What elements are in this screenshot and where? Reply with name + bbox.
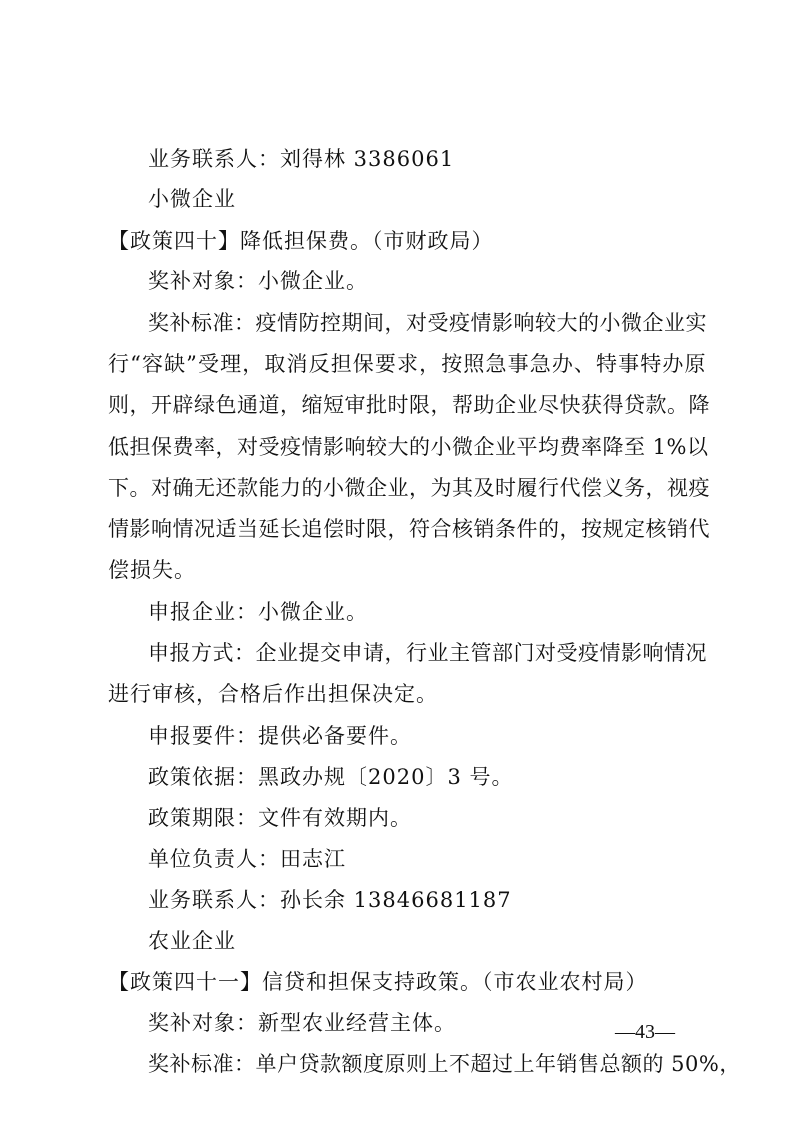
subsidy-target-40: 奖补对象：小微企业。 (148, 269, 368, 293)
contact-person-line-1: 业务联系人：刘得林 3386061 (148, 147, 455, 171)
application-method-40-line-2: 进行审核，合格后作出担保决定。 (108, 682, 438, 706)
subsidy-standard-40-line-1: 奖补标准：疫情防控期间，对受疫情影响较大的小微企业实 (148, 311, 707, 335)
subsidy-standard-40-line-4: 低担保费率，对受疫情影响较大的小微企业平均费率降至 1%以 (108, 435, 709, 459)
subsidy-standard-41-line-1: 奖补标准：单户贷款额度原则上不超过上年销售总额的 50%， (148, 1052, 741, 1076)
policy-40-title: 【政策四十】降低担保费。（市财政局） (108, 229, 494, 253)
subsidy-standard-40-line-7: 偿损失。 (108, 558, 196, 582)
section-heading-agricultural: 农业企业 (148, 929, 236, 953)
policy-41-title: 【政策四十一】信贷和担保支持政策。（市农业农村局） (108, 970, 648, 994)
policy-basis-40: 政策依据：黑政办规〔2020〕3 号。 (148, 765, 514, 789)
application-requirements-40: 申报要件：提供必备要件。 (148, 724, 412, 748)
subsidy-standard-40-line-2: 行“容缺”受理，取消反担保要求，按照急事急办、特事特办原 (108, 352, 706, 376)
subsidy-standard-40-line-6: 情影响情况适当延长追偿时限，符合核销条件的，按规定核销代 (108, 517, 710, 541)
policy-period-40: 政策期限：文件有效期内。 (148, 806, 412, 830)
subsidy-standard-40-line-3: 则，开辟绿色通道，缩短审批时限，帮助企业尽快获得贷款。降 (108, 393, 710, 417)
subsidy-target-41: 奖补对象：新型农业经营主体。 (148, 1011, 456, 1035)
unit-head-40: 单位负责人：田志江 (148, 847, 346, 871)
contact-person-40: 业务联系人：孙长余 13846681187 (148, 888, 512, 912)
page-number: —43— (615, 1021, 675, 1043)
application-method-40-line-1: 申报方式：企业提交申请，行业主管部门对受疫情影响情况 (148, 641, 707, 665)
subsidy-standard-40-line-5: 下。对确无还款能力的小微企业，为其及时履行代偿义务，视疫 (108, 476, 710, 500)
section-heading-small-micro: 小微企业 (148, 187, 236, 211)
applicant-enterprise-40: 申报企业：小微企业。 (148, 600, 368, 624)
